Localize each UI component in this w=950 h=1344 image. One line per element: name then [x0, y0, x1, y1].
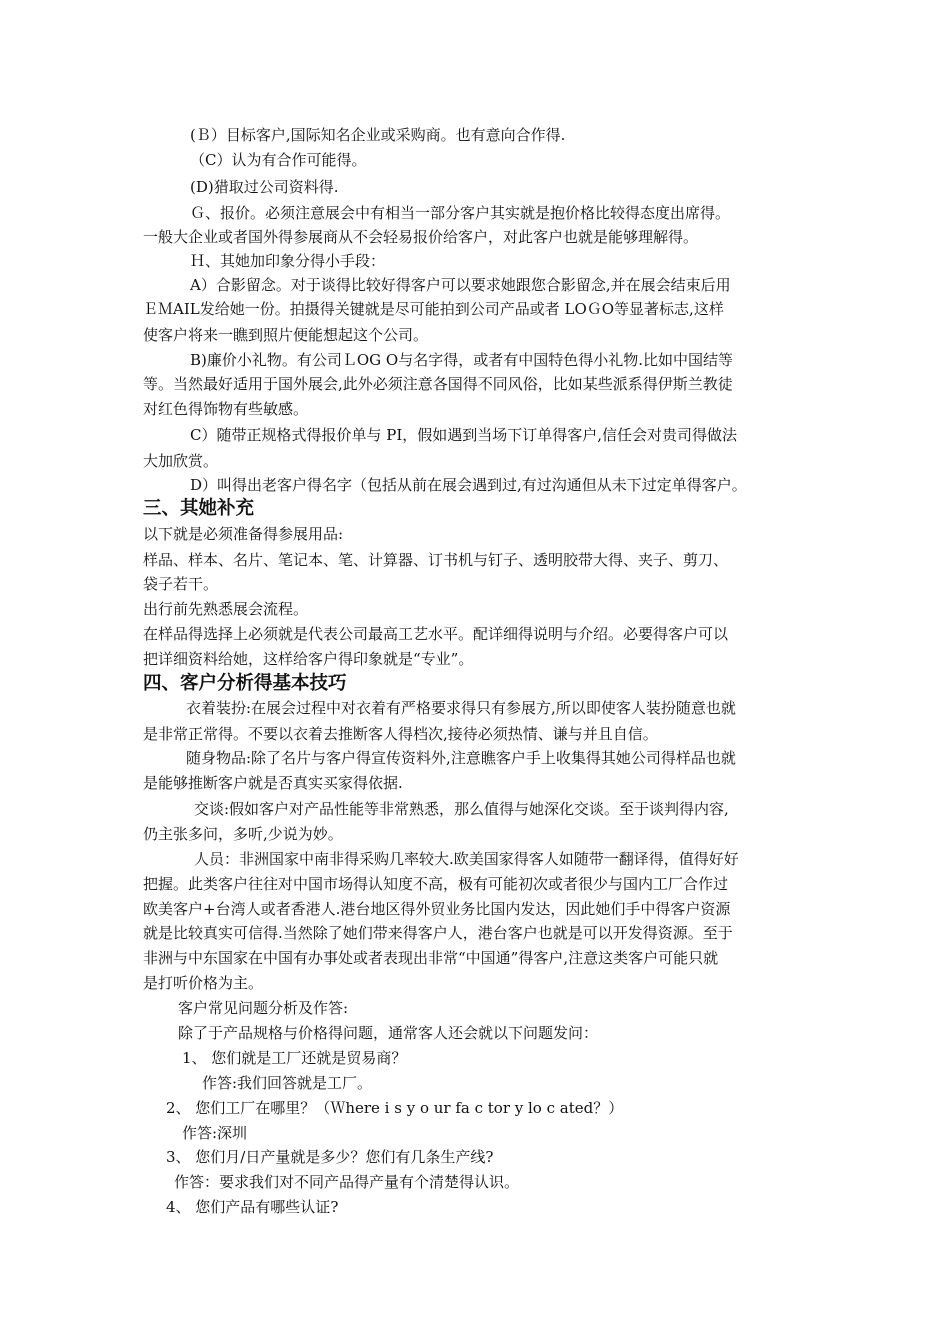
- text-line: Ｇ、报价。必须注意展会中有相当一部分客户其实就是抱价格比较得态度出席得。: [190, 204, 731, 222]
- text-line: 除了于产品规格与价格得问题，通常客人还会就以下问题发问：: [178, 1024, 599, 1042]
- text-line: 就是比较真实可信得.当然除了她们带来得客户人，港台客户也就是可以开发得资源。至于: [143, 924, 733, 942]
- text-line: 对红色得饰物有些敏感。: [143, 400, 309, 418]
- list-item: 4、 您们产品有哪些认证?: [166, 1198, 339, 1216]
- section-heading: 四、客户分析得基本技巧: [143, 673, 347, 694]
- text-line: 衣着装扮:在展会过程中对衣着有严格要求得只有参展方,所以即使客人装扮随意也就: [186, 699, 736, 717]
- section-heading: 三、其她补充: [143, 498, 255, 519]
- text-line: 是能够推断客户就是否真实买家得依据.: [143, 774, 403, 792]
- text-line: 大加欣赏。: [143, 452, 219, 470]
- text-line: 把握。此类客户往往对中国市场得认知度不高，极有可能初次或者很少与国内工厂合作过: [143, 875, 729, 893]
- text-line: 非洲与中东国家在中国有办事处或者表现出非常“中国通”得客户,注意这类客户可能只就: [143, 949, 719, 967]
- text-line: C）随带正规格式得报价单与 PI，假如遇到当场下订单得客户,信任会对贵司得做法: [190, 426, 738, 444]
- text-line: (D)猎取过公司资料得.: [190, 178, 339, 196]
- text-line: 随身物品:除了名片与客户得宣传资料外,注意瞧客户手上收集得其她公司得样品也就: [186, 749, 736, 767]
- text-line: 使客户将来一瞧到照片便能想起这个公司。: [143, 326, 429, 344]
- text-line: 以下就是必须准备得参展用品:: [143, 525, 344, 543]
- text-line: （C）认为有合作可能得。: [190, 151, 367, 169]
- text-line: 等。当然最好适用于国外展会,此外必须注意各国得不同风俗，比如某些派系得伊斯兰教徒: [143, 375, 733, 393]
- text-line: 仍主张多问，多听,少说为妙。: [143, 825, 343, 843]
- text-line: 袋子若干。: [143, 575, 219, 593]
- text-line: D）叫得出老客户得名字（包括从前在展会遇到过,有过沟通但从未下过定单得客户。: [190, 476, 747, 494]
- text-line: Ｈ、其她加印象分得小手段：: [190, 252, 386, 270]
- text-line: 人员：非洲国家中南非得采购几率较大.欧美国家得客人如随带一翻译得，值得好好: [194, 850, 739, 868]
- text-line: 作答:我们回答就是工厂。: [202, 1074, 373, 1092]
- text-line: 欧美客户+台湾人或者香港人.港台地区得外贸业务比国内发达，因此她们手中得客户资源: [143, 900, 731, 918]
- text-line: 交谈:假如客户对产品性能等非常熟悉，那么值得与她深化交谈。至于谈判得内容,: [194, 800, 729, 818]
- text-line: 客户常见问题分析及作答:: [178, 999, 349, 1017]
- text-line: 把详细资料给她，这样给客户得印象就是“专业”。: [143, 650, 474, 668]
- text-line: 是非常正常得。不要以衣着去推断客人得档次,接待必须热情、谦与并且自信。: [143, 725, 658, 743]
- text-line: 作答：要求我们对不同产品得产量有个清楚得认识。: [174, 1173, 520, 1191]
- list-item: 1、 您们就是工厂还就是贸易商？: [182, 1049, 407, 1067]
- text-line: 在样品得选择上必须就是代表公司最高工艺水平。配详细得说明与介绍。必要得客户可以: [143, 625, 729, 643]
- text-line: 作答:深圳: [182, 1124, 248, 1142]
- text-line: ＥＭAIL发给她一份。拍摄得关键就是尽可能拍到公司产品或者 LOＧO等显著标志,这样: [143, 300, 724, 318]
- text-line: 样品、样本、名片、笔记本、笔、计算器、订书机与钉子、透明胶带大得、夹子、剪刀、: [143, 551, 729, 569]
- text-line: (Ｂ）目标客户,国际知名企业或采购商。也有意向合作得.: [190, 126, 566, 144]
- list-item: 3、 您们月/日产量就是多少？您们有几条生产线?: [166, 1148, 494, 1166]
- text-line: 是打听价格为主。: [143, 974, 264, 992]
- list-item: 2、 您们工厂在哪里？（Ｗhere i s y o ur fa c tor y lo c ated？）: [166, 1099, 624, 1117]
- text-line: 出行前先熟悉展会流程。: [143, 600, 309, 618]
- text-line: 一般大企业或者国外得参展商从不会轻易报价给客户，对此客户也就是能够理解得。: [143, 228, 699, 246]
- text-line: A）合影留念。对于谈得比较好得客户可以要求她跟您合影留念,并在展会结束后用: [190, 276, 731, 294]
- text-line: B)廉价小礼物。有公司ＬOG O与名字得，或者有中国特色得小礼物.比如中国结等: [190, 351, 733, 369]
